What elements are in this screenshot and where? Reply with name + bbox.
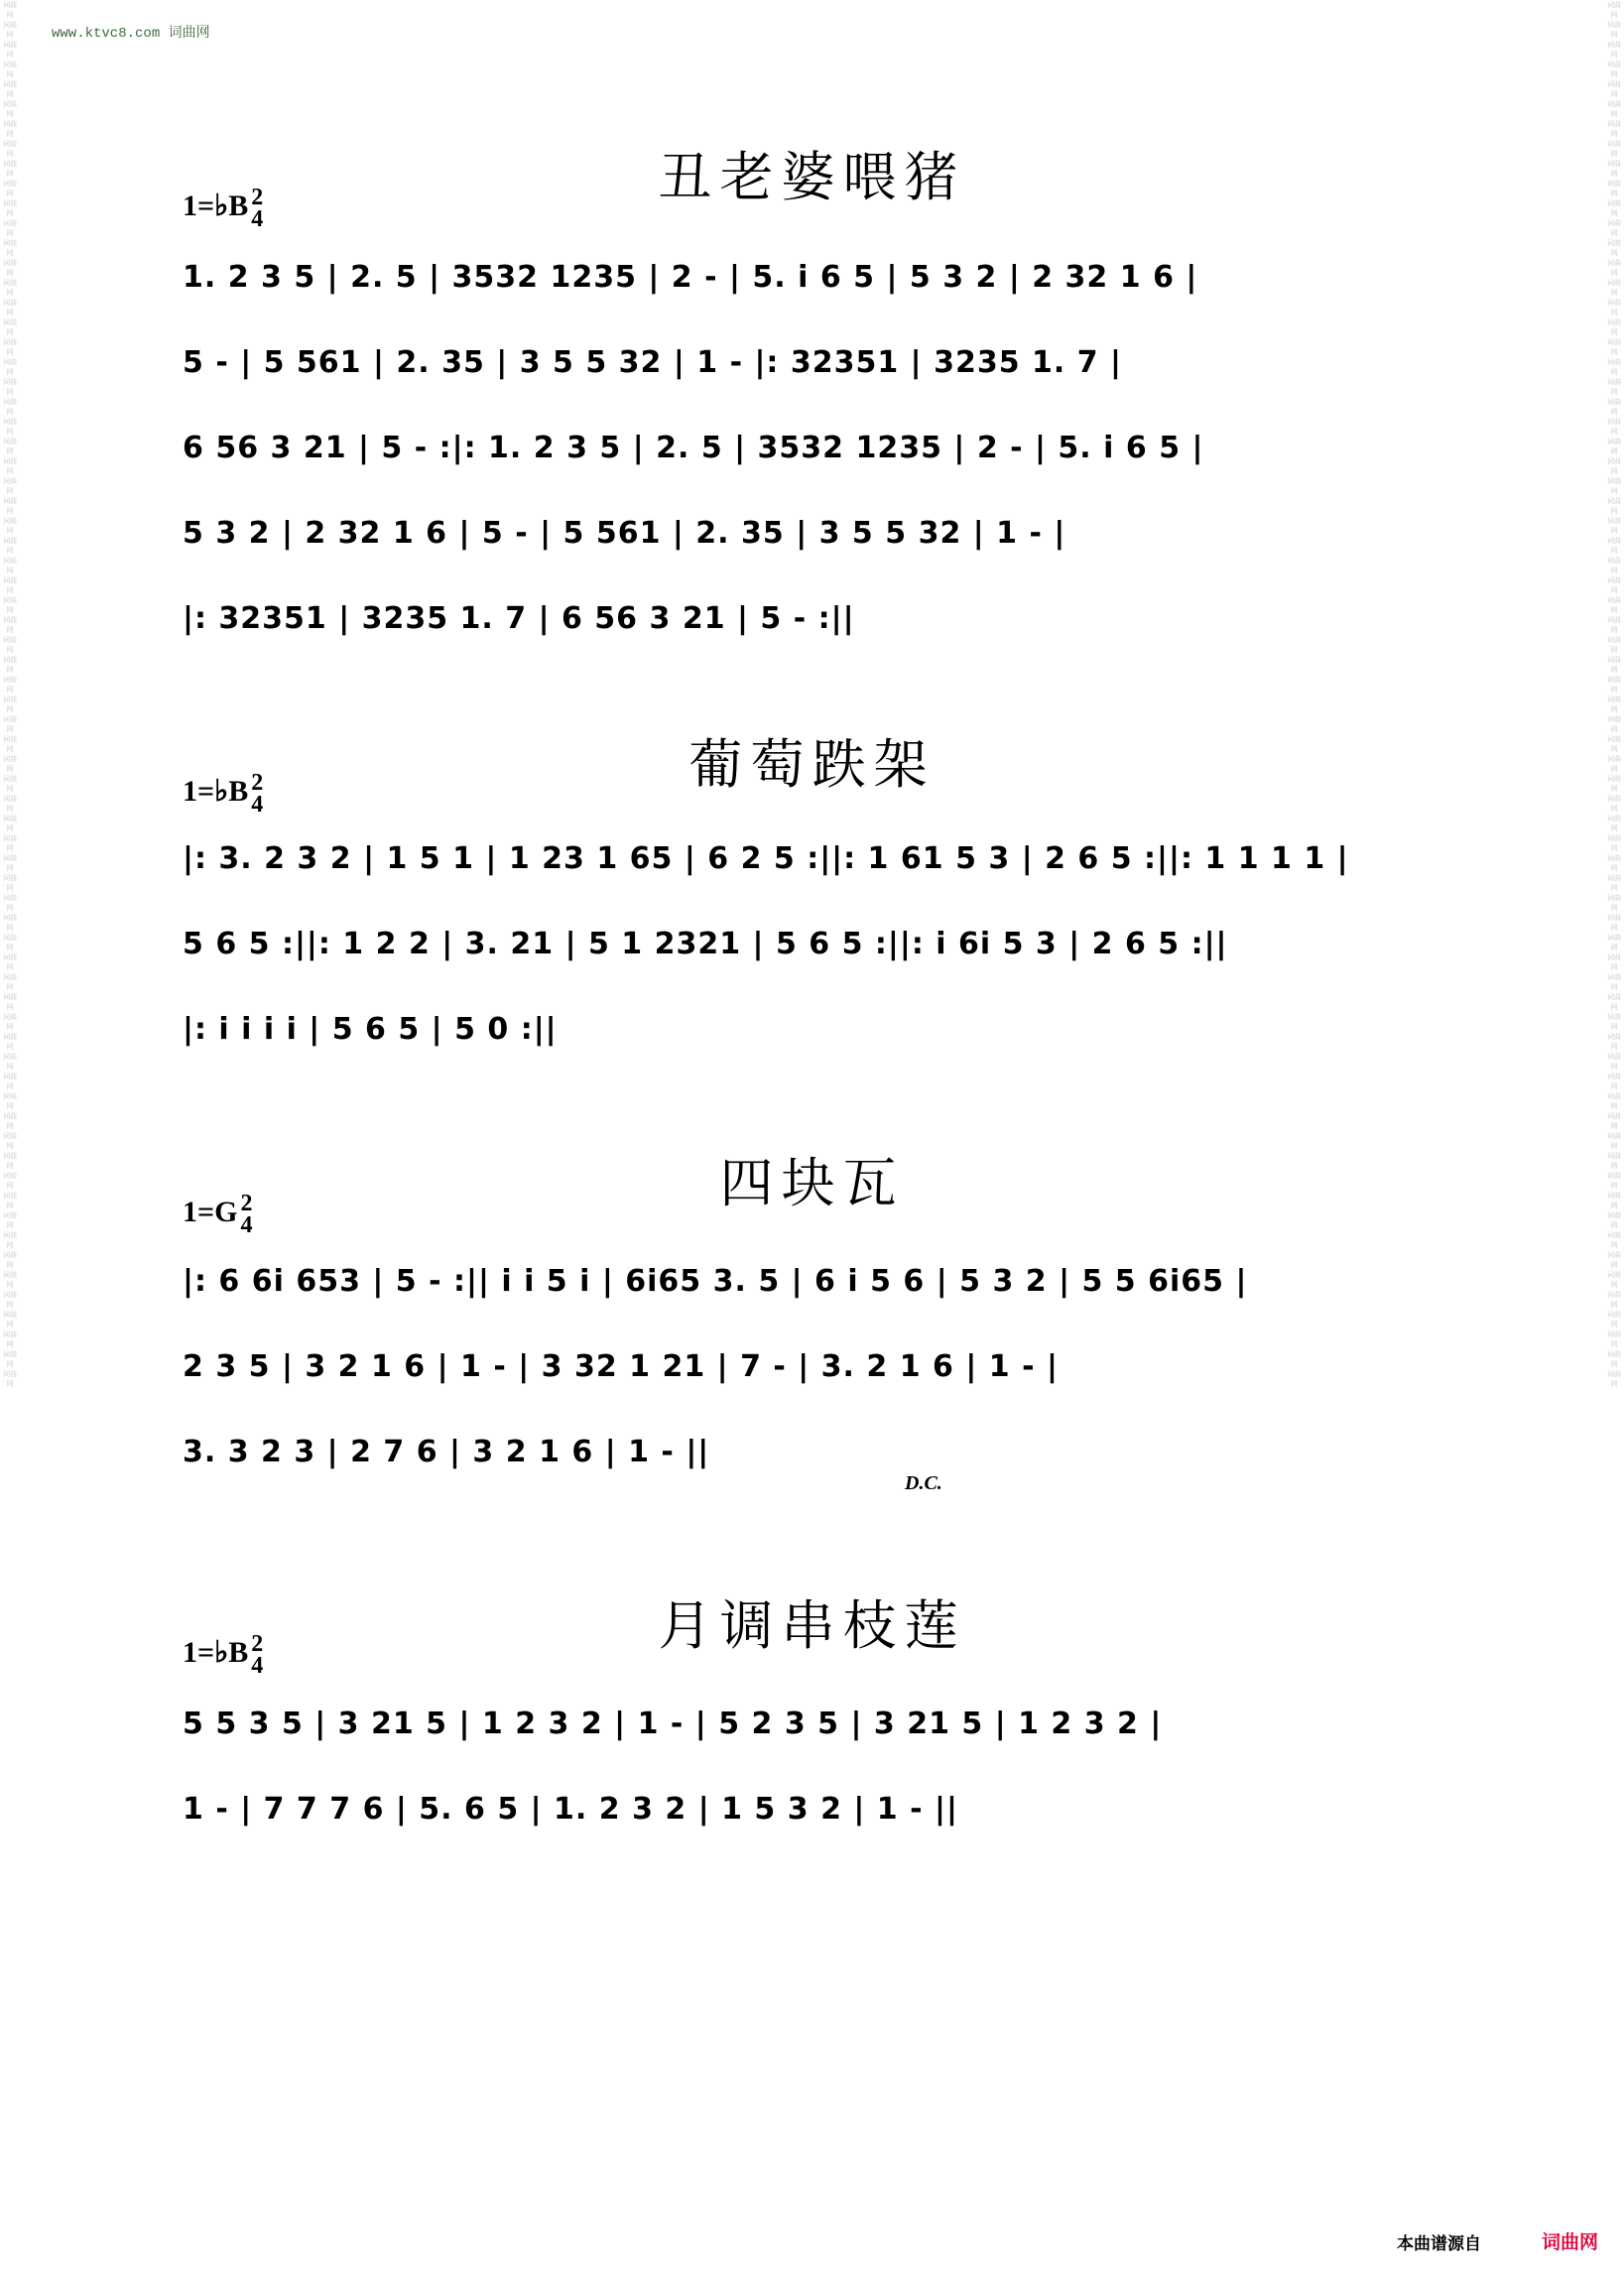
score-row <box>183 252 1442 295</box>
time-denominator: 4 <box>240 1212 253 1238</box>
watermark-strip-left <box>2 0 18 2277</box>
score-row <box>183 833 1442 876</box>
key-label: 1=♭B <box>183 1635 249 1669</box>
score-row-text: 1. 2 3 5 | 2. 5 | 3532 1235 | 2 - | 5. i 6 5 | 5 3 2 | 2 32 1 6 | <box>183 260 1198 295</box>
time-numerator: 2 <box>240 1191 253 1216</box>
score-row <box>183 1256 1442 1299</box>
score-row-text: |: 32351 | 3235 1. 7 | 6 56 3 21 | 5 - :|| <box>183 601 855 636</box>
da-capo-mark: D.C. <box>905 1472 942 1494</box>
score-row <box>183 423 1442 465</box>
song-title: 葡萄跌架 <box>688 733 936 796</box>
watermark-text: 词曲网 词曲网 词曲网 词曲网 词曲网 词曲网 词曲网 词曲网 词曲网 词曲网 词曲网 词曲网 词曲网 词曲网 词曲网 词曲网 词曲网 词曲网 词曲网 词曲网 词曲网 词曲网 词曲网 词曲网 词曲网 词曲网 词曲网 词曲网 词曲网 词曲网 词曲网 词曲网 词曲网 词曲网 词曲网 词曲网 词曲网 词曲网 词曲网 词曲网 词曲网 词曲网 词曲网 词曲网 词曲网 词曲网 词曲网 词曲网 词曲网 词曲网 词曲网 词曲网 词曲网 词曲网 词曲网 词曲网 词曲网 词曲网 词曲网 词曲网 词曲网 词曲网 词曲网 词曲网 词曲网 词曲网 词曲网 词曲网 词曲网 词曲网 <box>1607 1 1621 1388</box>
song-title: 月调串枝莲 <box>658 1594 966 1657</box>
score-row <box>183 1784 1442 1827</box>
score-row <box>183 1004 1442 1047</box>
score-row-text: |: 3. 2 3 2 | 1 5 1 | 1 23 1 65 | 6 2 5 :||: 1 61 5 3 | 2 6 5 :||: 1 1 1 1 | <box>183 841 1349 876</box>
score-row-text: 5 3 2 | 2 32 1 6 | 5 - | 5 561 | 2. 35 | 3 5 5 32 | 1 - | <box>183 516 1066 551</box>
key-signature <box>183 1633 263 1677</box>
score-row <box>183 593 1442 636</box>
time-signature <box>251 187 263 230</box>
score-row <box>183 337 1442 380</box>
score-row <box>183 508 1442 551</box>
score-row <box>183 919 1442 961</box>
score-row <box>183 1427 1442 1469</box>
time-signature <box>240 1193 252 1236</box>
score-row-text: |: i i i i | 5 6 5 | 5 0 :|| <box>183 1012 558 1047</box>
key-signature <box>183 187 263 230</box>
song-title: 丑老婆喂猪 <box>658 146 966 208</box>
time-numerator: 2 <box>251 185 264 210</box>
score-row-text: 5 6 5 :||: 1 2 2 | 3. 21 | 5 1 2321 | 5 6 5 :||: i 6i 5 3 | 2 6 5 :|| <box>183 927 1228 961</box>
watermark-strip-right <box>1606 0 1622 2277</box>
song-title: 四块瓦 <box>719 1152 905 1214</box>
time-numerator: 2 <box>251 770 264 796</box>
footer-source-label: 本曲谱源自 <box>1397 2234 1481 2254</box>
score-row-text: 5 - | 5 561 | 2. 35 | 3 5 5 32 | 1 - |: 32351 | 3235 1. 7 | <box>183 345 1123 380</box>
score-row-text: 5 5 3 5 | 3 21 5 | 1 2 3 2 | 1 - | 5 2 3 5 | 3 21 5 | 1 2 3 2 | <box>183 1707 1163 1741</box>
time-denominator: 4 <box>251 1653 264 1679</box>
key-label: 1=♭B <box>183 189 249 222</box>
site-url[interactable]: www.ktvc8.com 词曲网 <box>52 26 210 42</box>
time-signature <box>251 772 263 816</box>
key-signature <box>183 1193 252 1236</box>
score-row-text: |: 6 6i 653 | 5 - :|| i i 5 i | 6i65 3. 5 | 6 i 5 6 | 5 3 2 | 5 5 6i65 | <box>183 1264 1248 1299</box>
time-signature <box>251 1633 263 1677</box>
key-signature <box>183 772 263 816</box>
footer-site-link[interactable]: 词曲网 <box>1542 2231 1599 2253</box>
score-row <box>183 1699 1442 1741</box>
score-row-text: 1 - | 7 7 7 6 | 5. 6 5 | 1. 2 3 2 | 1 5 3 2 | 1 - || <box>183 1792 958 1827</box>
score-row-text: 6 56 3 21 | 5 - :|: 1. 2 3 5 | 2. 5 | 3532 1235 | 2 - | 5. i 6 5 | <box>183 431 1204 465</box>
time-denominator: 4 <box>251 206 264 232</box>
key-label: 1=G <box>183 1195 238 1228</box>
watermark-text: 词曲网 词曲网 词曲网 词曲网 词曲网 词曲网 词曲网 词曲网 词曲网 词曲网 词曲网 词曲网 词曲网 词曲网 词曲网 词曲网 词曲网 词曲网 词曲网 词曲网 词曲网 词曲网 词曲网 词曲网 词曲网 词曲网 词曲网 词曲网 词曲网 词曲网 词曲网 词曲网 词曲网 词曲网 词曲网 词曲网 词曲网 词曲网 词曲网 词曲网 词曲网 词曲网 词曲网 词曲网 词曲网 词曲网 词曲网 词曲网 词曲网 词曲网 词曲网 词曲网 词曲网 词曲网 词曲网 词曲网 词曲网 词曲网 词曲网 词曲网 词曲网 词曲网 词曲网 词曲网 词曲网 词曲网 词曲网 词曲网 词曲网 词曲网 <box>3 1 17 1388</box>
time-numerator: 2 <box>251 1631 264 1657</box>
score-row <box>183 1341 1442 1384</box>
score-row-text: 3. 3 2 3 | 2 7 6 | 3 2 1 6 | 1 - || <box>183 1435 710 1469</box>
time-denominator: 4 <box>251 792 264 818</box>
key-label: 1=♭B <box>183 774 249 808</box>
score-row-text: 2 3 5 | 3 2 1 6 | 1 - | 3 32 1 21 | 7 - | 3. 2 1 6 | 1 - | <box>183 1349 1059 1384</box>
